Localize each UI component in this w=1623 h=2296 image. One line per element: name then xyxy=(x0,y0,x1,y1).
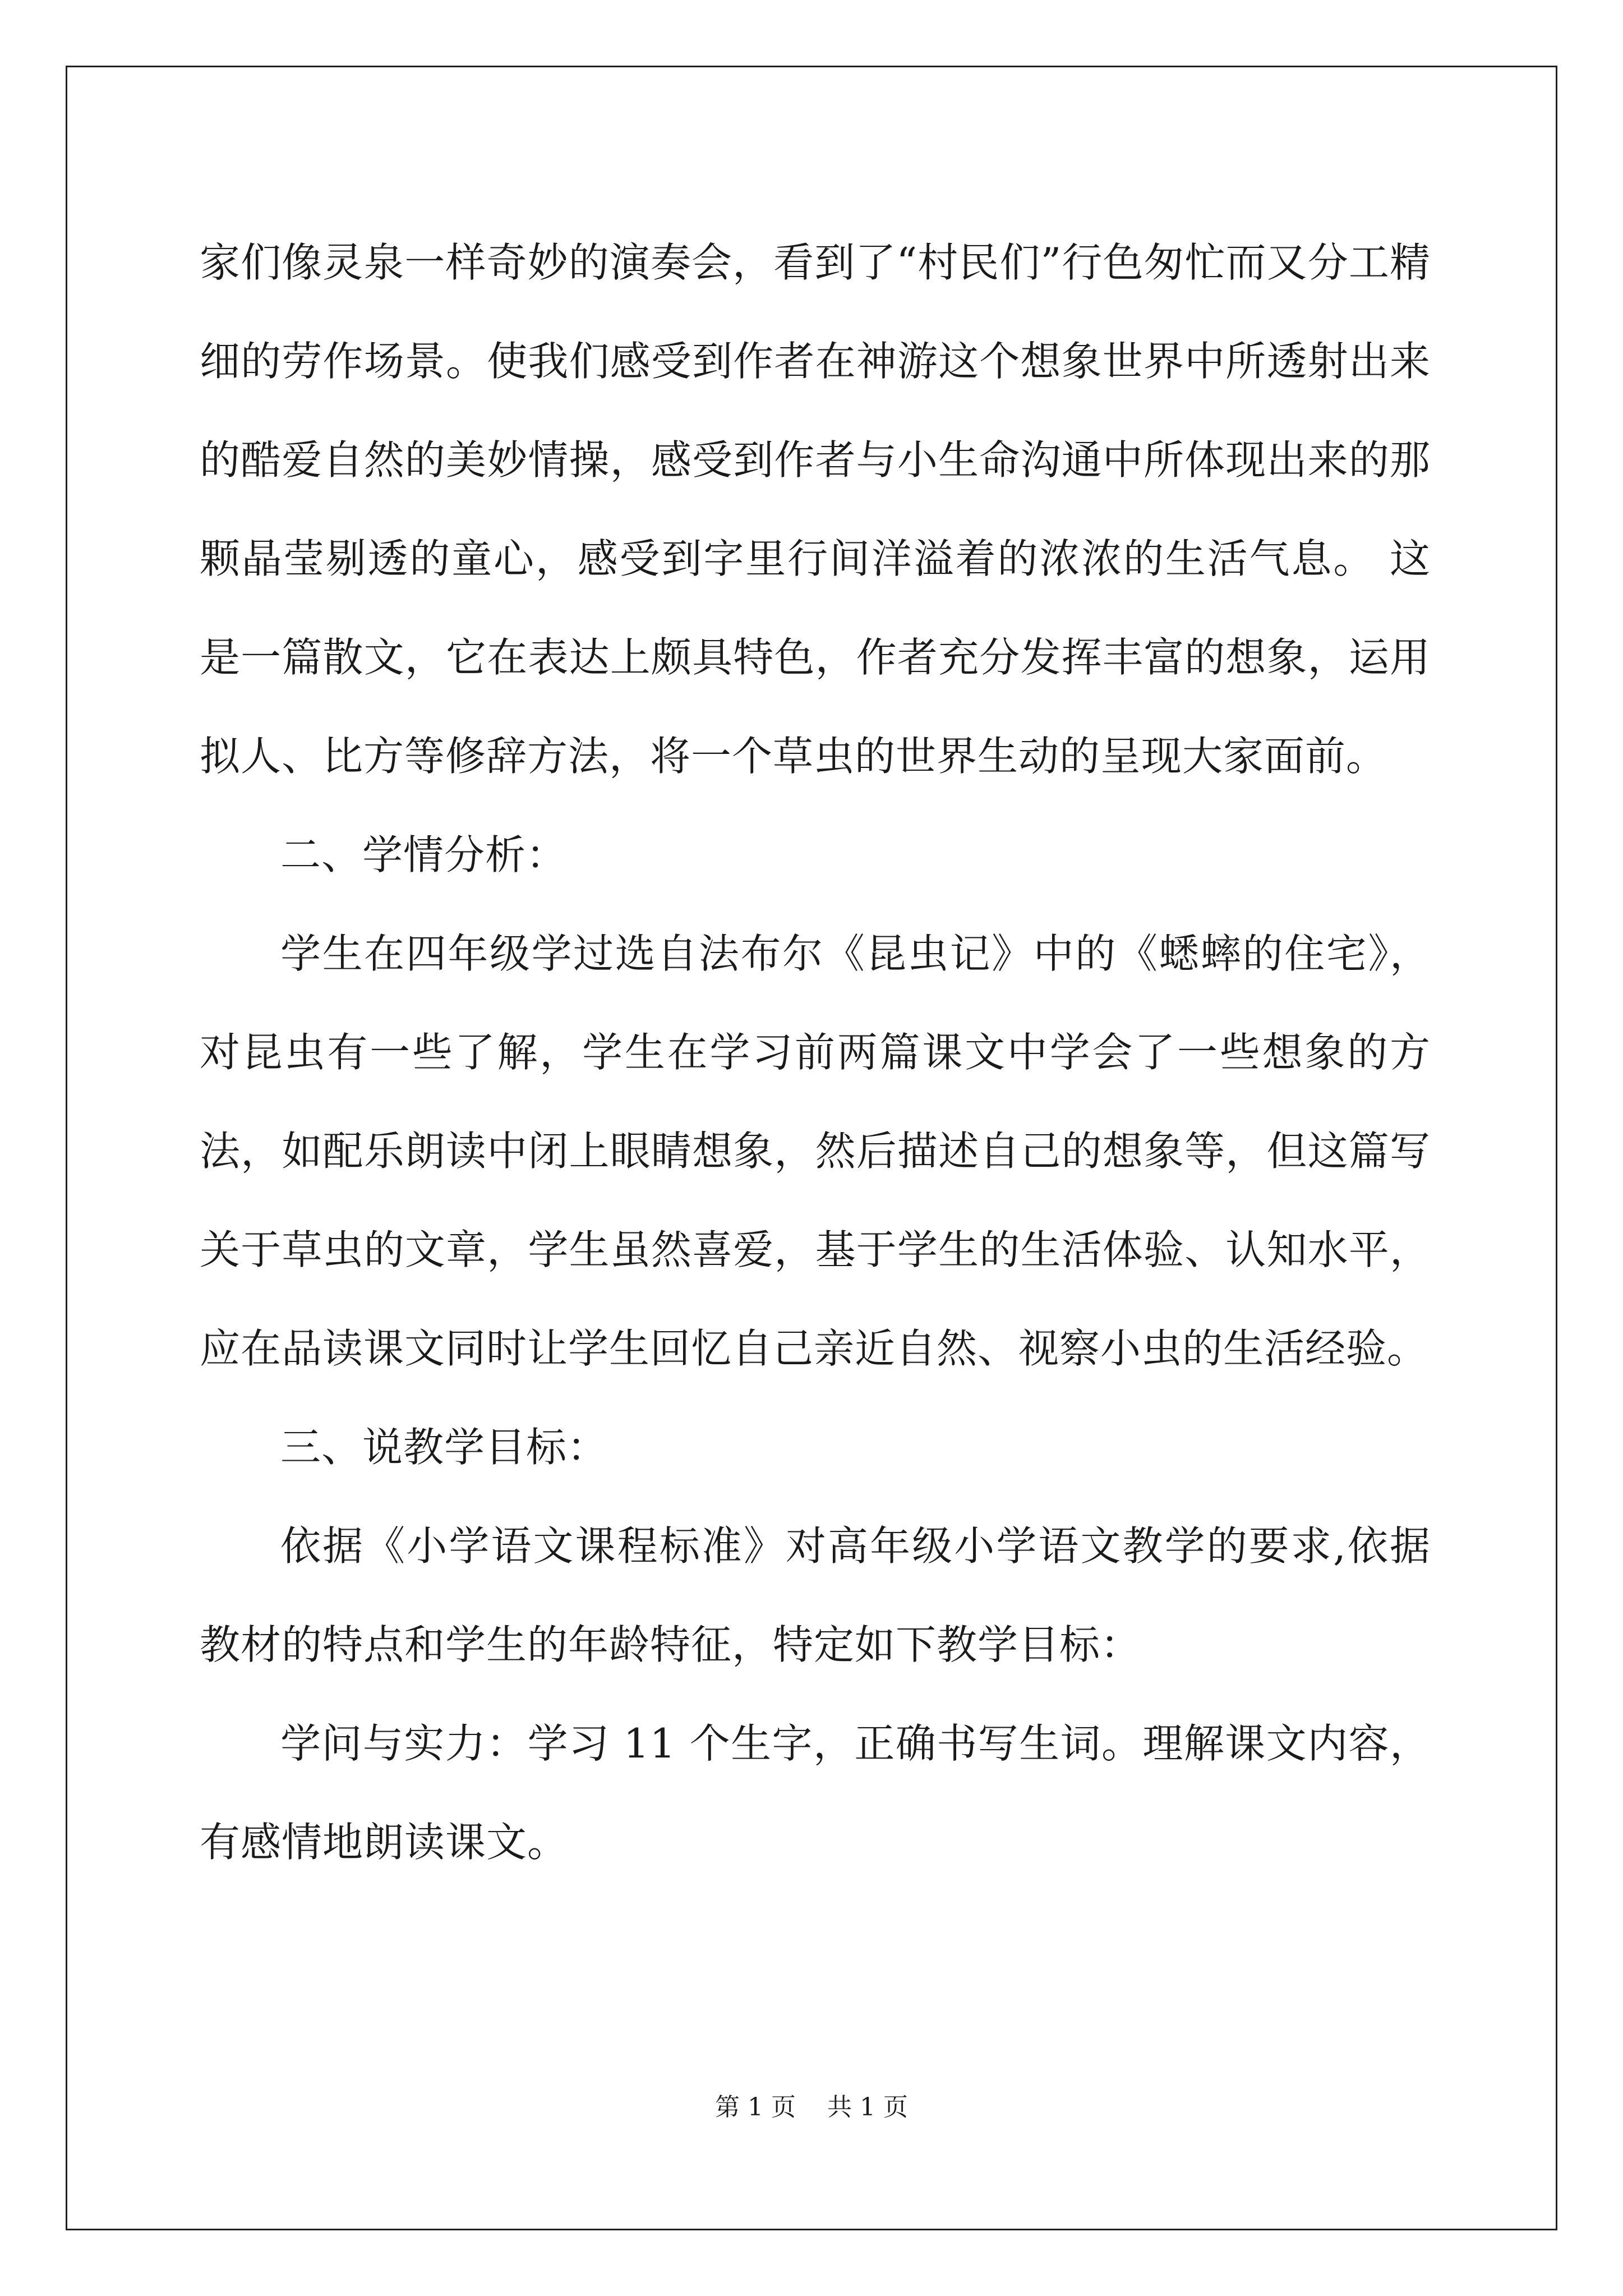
section-heading-learning-analysis: 二、学情分析： xyxy=(280,831,568,878)
paragraph-intro-continuation: 家们像灵泉一样奇妙的演奏会，看到了“村民们”行色匆忙而又分工精细的劳作场景。使我们感受到作者在神游这个想象世界中所透射出来的酷爱自然的美妙情操，感受到作者与小生命沟通中所体现出来的那颗晶莹剔透的童心，感受到字里行间洋溢着的浓浓的生活气息。 这是一篇散文，它在表达上颇具特色，作者充分发挥丰富的想象，运用拟人、比方等修辞方法，将一个草虫的世界生动的呈现大家面前。 xyxy=(200,239,1431,780)
paragraph-teaching-goals: 依据《小学语文课程标准》对高年级小学语文教学的要求,依据教材的特点和学生的年龄特征，特定如下教学目标： xyxy=(200,1522,1431,1668)
paragraph-learning-analysis: 学生在四年级学过选自法布尔《昆虫记》中的《蟋蟀的住宅》，对昆虫有一些了解，学生在学习前两篇课文中学会了一些想象的方法，如配乐朗读中闭上眼睛想象，然后描述自己的想象等，但这篇写关于草虫的文章，学生虽然喜爱，基于学生的生活体验、认知水平，应在品读课文同时让学生回忆自己亲近自然、视察小虫的生活经验。 xyxy=(200,930,1431,1372)
document-body xyxy=(200,213,1431,1892)
page-number: 第 1 页 xyxy=(715,2093,796,2122)
paragraph-knowledge-ability: 学问与实力：学习 11 个生字，正确书写生词。理解课文内容，有感情地朗读课文。 xyxy=(200,1720,1431,1866)
page-total: 共 1 页 xyxy=(827,2093,908,2122)
page-footer xyxy=(0,2087,1623,2123)
section-heading-teaching-goals: 三、说教学目标： xyxy=(280,1424,608,1471)
